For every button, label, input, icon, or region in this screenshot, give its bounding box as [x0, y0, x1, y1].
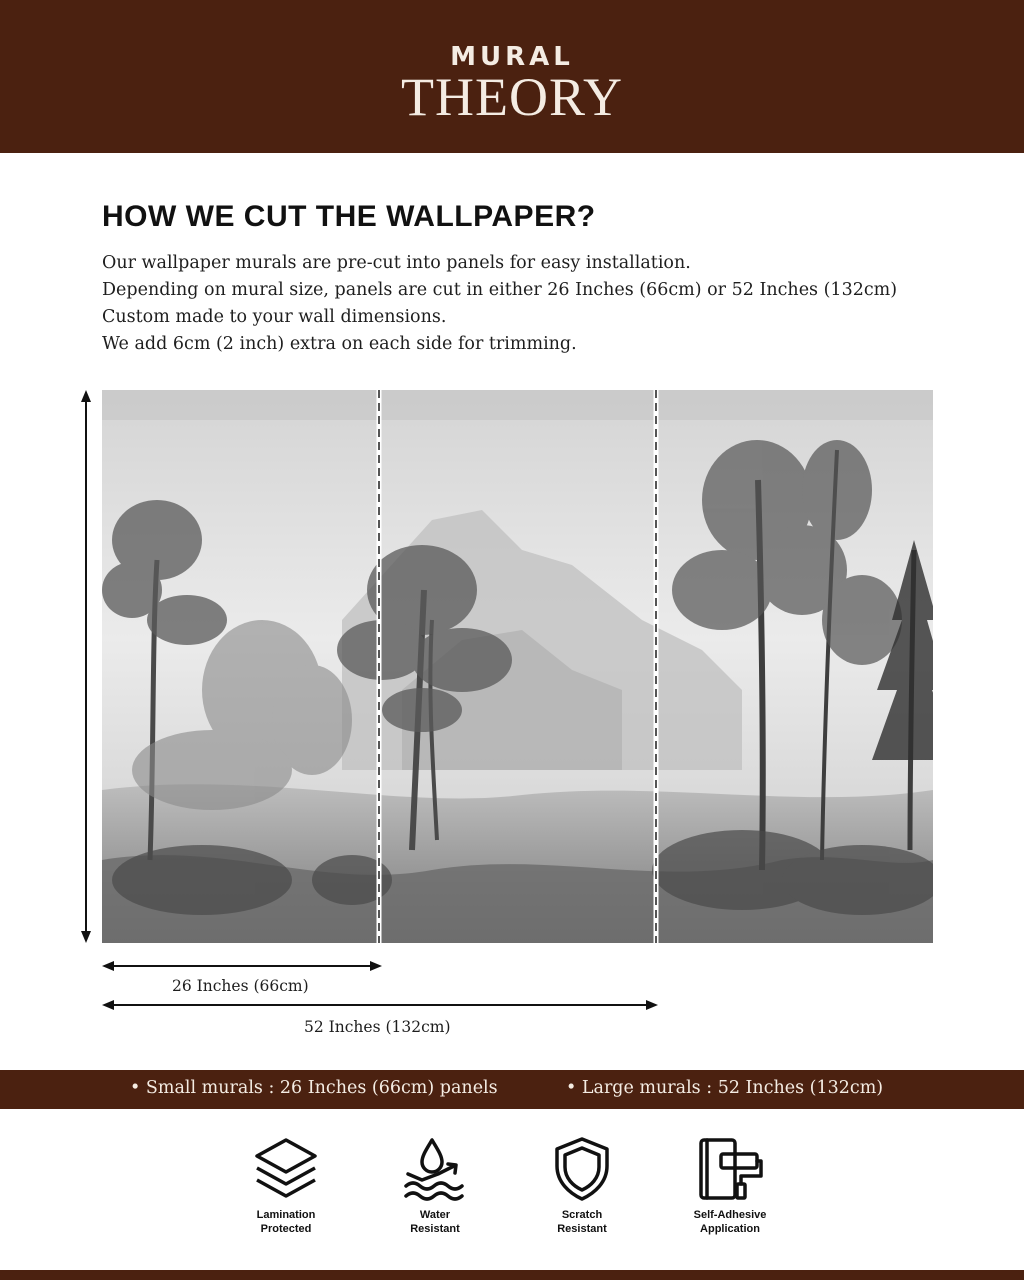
feature-label: Self-Adhesive Application: [693, 1209, 767, 1235]
layers-icon: [253, 1136, 319, 1202]
shield-icon: [549, 1136, 615, 1202]
description-line: We add 6cm (2 inch) extra on each side for trimming.: [102, 334, 577, 354]
feature-scratch: [522, 1136, 642, 1236]
large-panel-arrow: [102, 995, 658, 1015]
brand-name-main: THEORY: [401, 67, 623, 127]
feature-lamination: [226, 1136, 346, 1236]
brand-name-top: MURAL: [450, 42, 574, 72]
page-title: HOW WE CUT THE WALLPAPER?: [102, 200, 596, 233]
small-panel-label: 26 Inches (66cm): [172, 977, 309, 995]
feature-water: [375, 1136, 495, 1236]
description-line: Custom made to your wall dimensions.: [102, 307, 447, 327]
brand-header: [0, 0, 1024, 153]
water-drop-icon: [402, 1136, 468, 1202]
small-panel-arrow: [102, 956, 382, 976]
small-murals-note: • Small murals : 26 Inches (66cm) panels: [130, 1078, 498, 1098]
panel-size-band: [0, 1070, 1024, 1109]
description-line: Depending on mural size, panels are cut in either 26 Inches (66cm) or 52 Inches (132cm): [102, 280, 898, 300]
feature-adhesive: [670, 1136, 790, 1236]
description-line: Our wallpaper murals are pre-cut into panels for easy installation.: [102, 253, 691, 273]
mural-preview-image: [102, 390, 933, 943]
description: [102, 250, 897, 358]
height-arrow: [76, 390, 96, 943]
paint-roller-icon: [697, 1136, 763, 1202]
footer-bar: [0, 1270, 1024, 1280]
large-panel-label: 52 Inches (132cm): [304, 1018, 451, 1036]
feature-label: Water Resistant: [410, 1209, 460, 1235]
feature-label: Scratch Resistant: [557, 1209, 607, 1235]
feature-label: Lamination Protected: [256, 1209, 316, 1235]
large-murals-note: • Large murals : 52 Inches (132cm): [566, 1078, 884, 1098]
